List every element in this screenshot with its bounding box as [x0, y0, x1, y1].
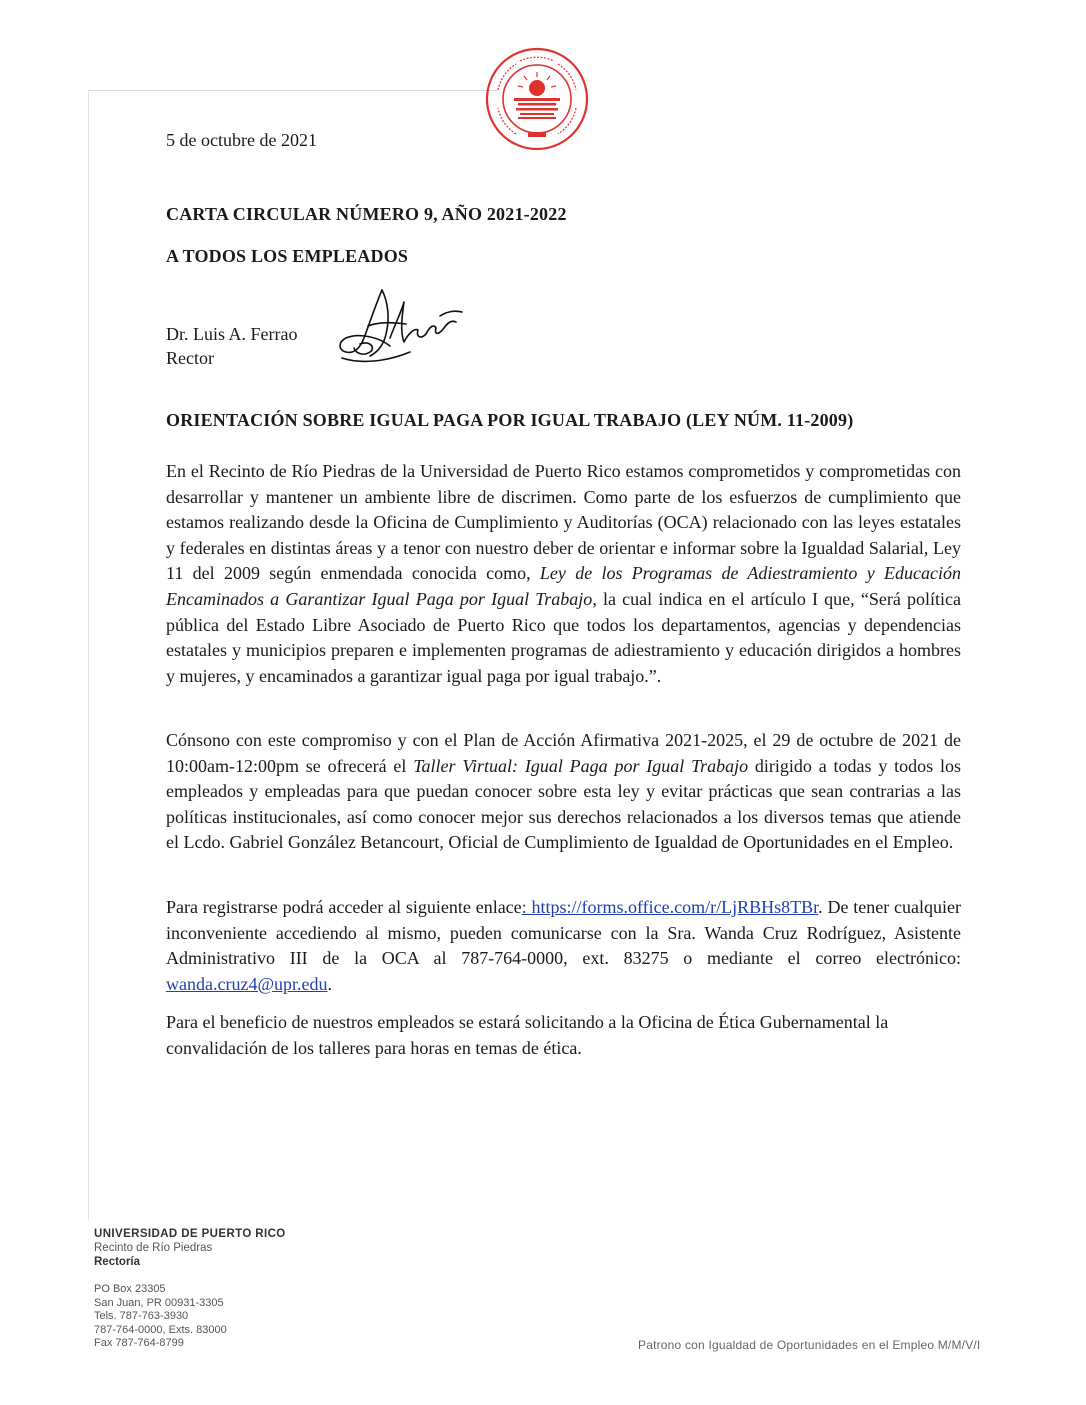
paragraph-text: . [327, 973, 333, 994]
footer-address [94, 1283, 227, 1351]
footer-address-line: 787-764-0000, Exts. 83000 [94, 1323, 227, 1336]
circular-heading: CARTA CIRCULAR NÚMERO 9, AÑO 2021-2022 [166, 204, 567, 224]
paragraph-text: , la cual indica en el artículo I que, “Será política pública del Estado Libre Asociado de Puerto Rico que todos los departamentos, agencias y dependencias estatales y municipios preparen e implementen programas de adiestramiento y educación dirigidos a hombres y mujeres, y encaminados a garantizar igual paga por igual trabajo.”. [166, 588, 961, 686]
paragraph-text: . De tener cualquier inconveniente accediendo al mismo, pueden comunicarse con la Sra. Wanda Cruz Rodríguez, Asistente Administrativo III de la OCA al 787-764-0000, ext. 83275 o mediante el correo electrónico: [166, 897, 961, 969]
footer-campus: Recinto de Río Piedras [94, 1242, 213, 1254]
recipients-heading: A TODOS LOS EMPLEADOS [166, 246, 409, 266]
paragraph-text: En el Recinto de Río Piedras de la Universidad de Puerto Rico estamos comprometidos y comprometidas con desarrollar y mantener un ambiente libre de discrimen. Como parte de los esfuerzos de cumplimiento que estamos realizando desde la Oficina de Cumplimiento y Auditorías (OCA) relacionado con las leyes estatales y federales en distintas áreas y a tenor con nuestro deber de orientar e informar sobre la Igualdad Salarial, Ley 11 del 2009 según enmendada conocida como, [166, 461, 961, 584]
body-paragraph-2 [166, 728, 961, 856]
email-link[interactable]: wanda.cruz4@upr.edu [166, 973, 328, 994]
margin-rule [88, 90, 89, 1220]
subject-heading: ORIENTACIÓN SOBRE IGUAL PAGA POR IGUAL TRABAJO (LEY NÚM. 11-2009) [166, 410, 854, 430]
footer-address-line: Tels. 787-763-3930 [94, 1310, 189, 1323]
footer-address-line: Fax 787-764-8799 [94, 1337, 184, 1350]
sender-title: Rector [166, 348, 214, 368]
paragraph-text: Para registrarse podrá acceder al siguiente enlace [166, 897, 522, 917]
footer-address-line: PO Box 23305 [94, 1283, 166, 1295]
footer-address-line: San Juan, PR 00931-3305 [94, 1296, 224, 1309]
workshop-title: Taller Virtual: Igual Paga por Igual Trabajo [413, 755, 749, 776]
body-paragraph-4: Para el beneficio de nuestros empleados se estará solicitando a la Oficina de Ética Gubernamental la convalidación de los talleres para horas en temas de ética. [166, 1012, 889, 1058]
header-rule [88, 90, 498, 91]
body-paragraph-3 [166, 895, 961, 997]
body-paragraph-1 [166, 459, 961, 689]
paragraph-text: dirigido a todas y todos los empleados y empleadas para que puedan conocer sobre esta ley y evitar prácticas que sean contrarias a las políticas institucionales, así como conocer mejor sus derechos relacionados a los diversos temas que atiende el Lcdo. Gabriel González Betancourt, Oficial de Cumplimiento de Igualdad de Oportunidades en el Empleo. [166, 755, 961, 853]
university-seal-icon [484, 46, 590, 152]
registration-link[interactable]: : https://forms.office.com/r/LjRBHs8TBr [521, 897, 819, 917]
footer-office: Rectoría [94, 1256, 141, 1268]
sender-name: Dr. Luis A. Ferrao [166, 324, 298, 344]
law-title: Ley de los Programas de Adiestramiento y Educación Encaminados a Garantizar Igual Paga por Igual Trabajo [166, 563, 961, 609]
footer-university: UNIVERSIDAD DE PUERTO RICO [94, 1228, 286, 1240]
letter-date: 5 de octubre de 2021 [166, 130, 317, 150]
handwritten-signature [330, 282, 470, 374]
paragraph-text: Cónsono con este compromiso y con el Plan de Acción Afirmativa 2021-2025, el 29 de octubre de 2021 de 10:00am-12:00pm se ofrecerá el [166, 730, 961, 776]
footer-eeo-statement: Patrono con Igualdad de Oportunidades en el Empleo M/M/V/I [638, 1338, 981, 1352]
